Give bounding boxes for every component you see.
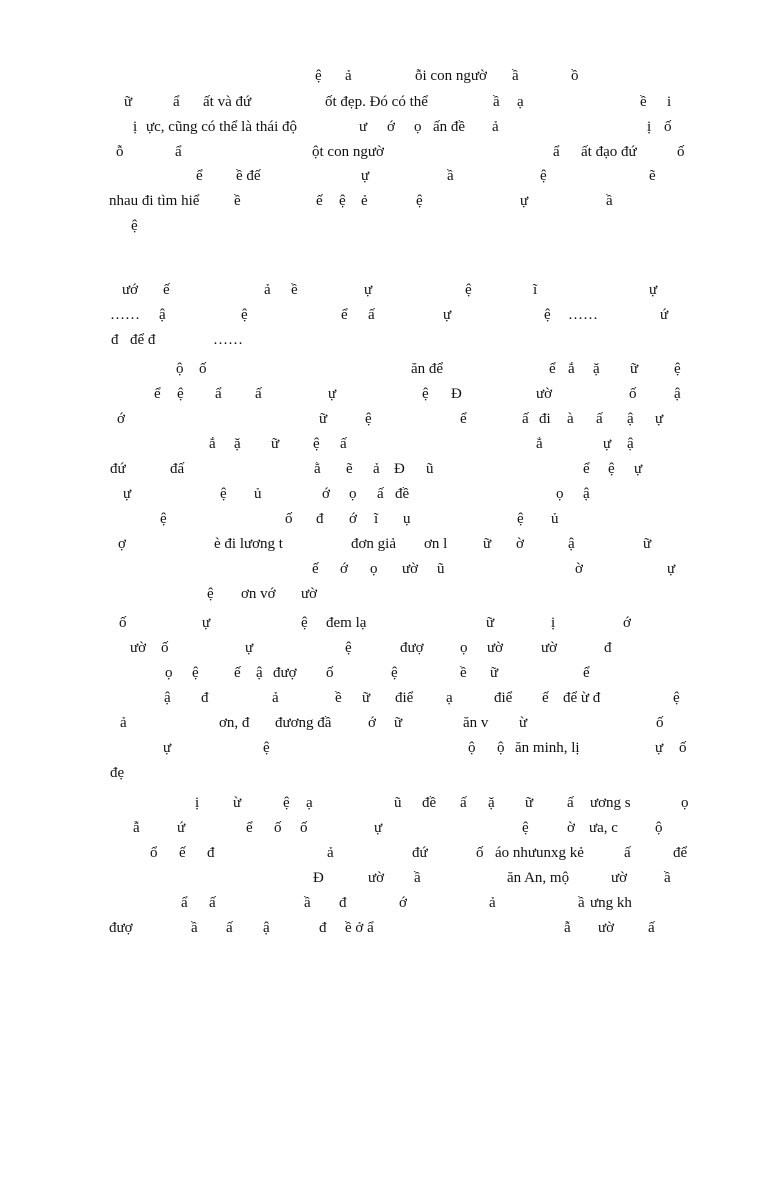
- text-fragment: ấ: [255, 386, 262, 402]
- text-fragment: ể: [583, 665, 590, 681]
- text-fragment: ế: [312, 561, 319, 577]
- text-line: [0, 761, 768, 785]
- text-fragment: ữ: [525, 795, 534, 811]
- text-fragment: ợ: [118, 536, 126, 552]
- text-fragment: đơn giả: [351, 536, 397, 552]
- text-fragment: ệ: [241, 307, 248, 323]
- text-fragment: ố: [300, 820, 308, 836]
- text-line: [0, 432, 768, 456]
- text-fragment: ệ: [517, 511, 524, 527]
- text-line: [0, 90, 768, 114]
- text-fragment: đ: [339, 895, 347, 911]
- text-fragment: ệ: [422, 386, 429, 402]
- text-fragment: ệ: [540, 168, 547, 184]
- text-line: [0, 686, 768, 710]
- text-fragment: đ: [111, 332, 119, 348]
- text-fragment: ờ: [567, 820, 575, 836]
- text-fragment: ề: [335, 690, 342, 706]
- text-fragment: ĩ: [374, 511, 379, 527]
- text-fragment: ặ: [234, 436, 241, 452]
- text-fragment: ự: [364, 282, 373, 298]
- text-fragment: ệ: [220, 486, 227, 502]
- text-fragment: ổ: [150, 845, 158, 861]
- text-fragment: đ: [207, 845, 215, 861]
- text-fragment: ăn v: [463, 715, 489, 731]
- text-fragment: ờ: [575, 561, 583, 577]
- text-fragment: ề ở ẩ: [345, 920, 374, 936]
- text-fragment: ố: [679, 740, 687, 756]
- text-fragment: ả: [327, 845, 334, 861]
- text-line: [0, 816, 768, 840]
- text-fragment: ĩ: [533, 282, 538, 298]
- text-fragment: ừ: [519, 715, 528, 731]
- text-fragment: ữ: [486, 615, 495, 631]
- text-fragment: ớ: [349, 511, 357, 527]
- text-fragment: ự: [649, 282, 658, 298]
- text-fragment: ẩ: [553, 144, 560, 160]
- text-fragment: ộ: [497, 740, 505, 756]
- text-fragment: ỗi con ngườ: [415, 68, 487, 84]
- text-fragment: ọ: [349, 486, 357, 502]
- text-fragment: ệ: [160, 511, 167, 527]
- text-fragment: ẽ: [649, 168, 656, 184]
- text-fragment: đẹ: [110, 765, 125, 781]
- text-fragment: ữ: [319, 411, 328, 427]
- text-fragment: ự: [361, 168, 370, 184]
- text-fragment: ậ: [627, 411, 634, 427]
- text-fragment: ữ: [124, 94, 133, 110]
- text-line: [0, 457, 768, 481]
- text-fragment: ố: [285, 511, 293, 527]
- text-fragment: ố: [119, 615, 127, 631]
- text-fragment: ị: [195, 795, 200, 811]
- text-fragment: ủ: [551, 511, 559, 527]
- text-fragment: ữ: [490, 665, 499, 681]
- text-fragment: nhau đi tìm hiể: [109, 193, 200, 209]
- text-fragment: ăn minh, lị: [515, 740, 580, 756]
- text-fragment: ậ: [159, 307, 166, 323]
- text-fragment: ẽ: [346, 461, 353, 477]
- text-fragment: ườ: [487, 640, 504, 656]
- text-line: [0, 866, 768, 890]
- text-fragment: ớ: [399, 895, 407, 911]
- text-fragment: ắ: [209, 436, 216, 452]
- text-fragment: ậ: [627, 436, 634, 452]
- text-fragment: ư: [359, 119, 368, 135]
- text-line: [0, 736, 768, 760]
- text-line: [0, 382, 768, 406]
- text-fragment: ự: [123, 486, 132, 502]
- text-fragment: ũ: [394, 795, 402, 811]
- text-fragment: Đ: [394, 461, 405, 477]
- text-fragment: ắ: [568, 361, 575, 377]
- text-fragment: ầ: [578, 895, 585, 911]
- text-fragment: ệ: [544, 307, 551, 323]
- text-fragment: ăn An, mộ: [507, 870, 570, 886]
- text-line: [0, 507, 768, 531]
- text-fragment: ườ: [611, 870, 628, 886]
- text-fragment: ố: [326, 665, 334, 681]
- text-fragment: ờ: [516, 536, 524, 552]
- text-fragment: ơn l: [424, 536, 448, 552]
- text-fragment: ấ: [209, 895, 216, 911]
- text-fragment: đề: [395, 486, 410, 502]
- text-line: [0, 164, 768, 188]
- text-fragment: ẳ: [536, 436, 543, 452]
- text-fragment: i: [667, 94, 672, 110]
- text-fragment: ớ: [340, 561, 348, 577]
- text-fragment: ặ: [488, 795, 495, 811]
- text-fragment: Đ: [313, 870, 324, 886]
- text-fragment: ế: [234, 665, 241, 681]
- text-fragment: ụ: [403, 511, 411, 527]
- text-fragment: ể: [341, 307, 348, 323]
- text-fragment: ồ: [571, 68, 579, 84]
- text-line: [0, 64, 768, 88]
- text-fragment: ọ: [414, 119, 422, 135]
- text-line: [0, 278, 768, 302]
- text-fragment: ữ: [643, 536, 652, 552]
- text-fragment: ệ: [192, 665, 199, 681]
- text-fragment: ớ: [117, 411, 125, 427]
- text-fragment: đứ: [110, 461, 126, 477]
- text-fragment: ệ: [207, 586, 214, 602]
- text-fragment: ……: [568, 307, 598, 323]
- text-fragment: đ: [201, 690, 209, 706]
- text-fragment: ơn vớ: [241, 586, 276, 602]
- text-fragment: ệ: [339, 193, 346, 209]
- text-fragment: đi: [539, 411, 551, 427]
- text-line: [0, 328, 768, 352]
- text-fragment: ọ: [370, 561, 378, 577]
- text-fragment: ẫ: [564, 920, 571, 936]
- text-fragment: ậ: [164, 690, 171, 706]
- text-fragment: ũ: [426, 461, 434, 477]
- text-fragment: đ: [604, 640, 612, 656]
- text-fragment: ……: [110, 307, 140, 323]
- text-fragment: đ: [319, 920, 327, 936]
- text-line: [0, 636, 768, 660]
- text-fragment: ệ: [301, 615, 308, 631]
- text-line: [0, 532, 768, 556]
- text-fragment: ớ: [322, 486, 330, 502]
- text-fragment: ế: [179, 845, 186, 861]
- text-fragment: ườ: [598, 920, 615, 936]
- text-fragment: ự: [202, 615, 211, 631]
- text-fragment: ậ: [263, 920, 270, 936]
- text-fragment: ấ: [596, 411, 603, 427]
- text-fragment: ố: [629, 386, 637, 402]
- text-fragment: ố: [664, 119, 672, 135]
- text-fragment: đấ: [170, 461, 185, 477]
- text-fragment: ườ: [536, 386, 553, 402]
- text-fragment: ậ: [568, 536, 575, 552]
- text-fragment: để ừ đ: [563, 690, 601, 706]
- text-fragment: đứ: [412, 845, 428, 861]
- text-fragment: ự: [163, 740, 172, 756]
- text-fragment: ự: [520, 193, 529, 209]
- text-fragment: ấ: [340, 436, 347, 452]
- text-fragment: ỗ: [116, 144, 124, 160]
- text-fragment: ẩ: [173, 94, 180, 110]
- text-fragment: ố: [656, 715, 664, 731]
- text-line: [0, 303, 768, 327]
- text-fragment: ấ: [624, 845, 631, 861]
- text-fragment: ề: [291, 282, 298, 298]
- text-fragment: ườ: [402, 561, 419, 577]
- text-fragment: đ: [316, 511, 324, 527]
- text-fragment: ả: [120, 715, 127, 731]
- text-fragment: ộ: [468, 740, 476, 756]
- text-fragment: ừ: [233, 795, 242, 811]
- text-fragment: ườ: [541, 640, 558, 656]
- text-fragment: ể: [460, 411, 467, 427]
- text-fragment: ườ: [130, 640, 147, 656]
- text-fragment: ệ: [313, 436, 320, 452]
- text-fragment: ầ: [606, 193, 613, 209]
- text-line: [0, 557, 768, 581]
- text-fragment: ố: [161, 640, 169, 656]
- text-fragment: ất và đứ: [203, 94, 252, 110]
- text-fragment: ệ: [522, 820, 529, 836]
- text-fragment: ệ: [263, 740, 270, 756]
- text-fragment: ệ: [283, 795, 290, 811]
- text-fragment: ố: [677, 144, 685, 160]
- text-fragment: ầ: [191, 920, 198, 936]
- text-fragment: ố: [274, 820, 282, 836]
- text-fragment: ọ: [556, 486, 564, 502]
- text-fragment: ể: [196, 168, 203, 184]
- text-fragment: ệ: [131, 218, 138, 234]
- text-fragment: ệ: [365, 411, 372, 427]
- text-fragment: ữ: [394, 715, 403, 731]
- text-fragment: ậ: [674, 386, 681, 402]
- text-fragment: đem lạ: [326, 615, 367, 631]
- text-fragment: ậ: [256, 665, 263, 681]
- text-fragment: ườ: [301, 586, 318, 602]
- text-fragment: ấ: [368, 307, 375, 323]
- text-fragment: ự: [634, 461, 643, 477]
- text-fragment: ọ: [460, 640, 468, 656]
- text-fragment: đượ: [109, 920, 133, 936]
- text-fragment: ệ: [673, 690, 680, 706]
- text-line: [0, 916, 768, 940]
- text-line: [0, 791, 768, 815]
- text-fragment: ẩ: [215, 386, 222, 402]
- text-fragment: ầ: [414, 870, 421, 886]
- text-fragment: ấn đề: [433, 119, 466, 135]
- text-fragment: ữ: [630, 361, 639, 377]
- text-fragment: ố: [199, 361, 207, 377]
- text-fragment: đương đầ: [275, 715, 332, 731]
- text-fragment: ả: [489, 895, 496, 911]
- text-fragment: ạ: [446, 690, 453, 706]
- text-fragment: ể: [246, 820, 253, 836]
- text-fragment: ằ: [314, 461, 321, 477]
- text-fragment: ữ: [483, 536, 492, 552]
- text-line: [0, 357, 768, 381]
- text-fragment: ữ: [271, 436, 280, 452]
- text-fragment: ầ: [493, 94, 500, 110]
- text-fragment: ề đế: [236, 168, 261, 184]
- text-fragment: ệ: [391, 665, 398, 681]
- text-fragment: để đ: [130, 332, 156, 348]
- text-fragment: ũ: [437, 561, 445, 577]
- text-fragment: ữ: [362, 690, 371, 706]
- text-line: [0, 841, 768, 865]
- text-fragment: ấ: [648, 920, 655, 936]
- text-fragment: ự: [245, 640, 254, 656]
- text-fragment: ộ: [655, 820, 663, 836]
- text-fragment: ọ: [165, 665, 173, 681]
- text-fragment: ớ: [368, 715, 376, 731]
- text-fragment: ự: [328, 386, 337, 402]
- text-line: [0, 711, 768, 735]
- text-fragment: ế: [542, 690, 549, 706]
- text-fragment: ề: [234, 193, 241, 209]
- text-fragment: ẻ: [361, 193, 368, 209]
- text-fragment: ệ: [416, 193, 423, 209]
- text-fragment: ầ: [512, 68, 519, 84]
- text-fragment: ọ: [681, 795, 689, 811]
- text-line: [0, 140, 768, 164]
- text-line: [0, 214, 768, 238]
- text-fragment: è đi lương t: [214, 536, 283, 552]
- text-fragment: ệ: [177, 386, 184, 402]
- text-fragment: ạ: [306, 795, 313, 811]
- text-fragment: ả: [373, 461, 380, 477]
- text-fragment: đượ: [273, 665, 297, 681]
- text-fragment: đượ: [400, 640, 424, 656]
- text-fragment: à: [567, 411, 574, 427]
- text-fragment: ướ: [122, 282, 139, 298]
- text-fragment: ưa, c: [589, 820, 618, 836]
- text-fragment: ả: [492, 119, 499, 135]
- text-fragment: đề: [422, 795, 437, 811]
- text-fragment: ệ: [345, 640, 352, 656]
- text-fragment: ẩ: [175, 144, 182, 160]
- text-fragment: ộ: [176, 361, 184, 377]
- text-fragment: ố: [476, 845, 484, 861]
- text-fragment: ệ: [608, 461, 615, 477]
- text-fragment: ị: [647, 119, 652, 135]
- text-line: [0, 611, 768, 635]
- text-fragment: ớ: [387, 119, 395, 135]
- text-fragment: ưng kh: [590, 895, 632, 911]
- text-fragment: ề: [460, 665, 467, 681]
- text-fragment: ứ: [177, 820, 186, 836]
- text-fragment: ặ: [593, 361, 600, 377]
- text-fragment: điể: [494, 690, 513, 706]
- text-fragment: ốt đẹp. Đó có thể: [325, 94, 428, 110]
- text-fragment: ể: [154, 386, 161, 402]
- text-fragment: ả: [345, 68, 352, 84]
- text-fragment: ế: [316, 193, 323, 209]
- text-fragment: ủ: [254, 486, 262, 502]
- text-fragment: ầ: [447, 168, 454, 184]
- text-fragment: ứ: [660, 307, 669, 323]
- text-line: [0, 115, 768, 139]
- text-fragment: ự: [603, 436, 612, 452]
- text-fragment: ầ: [304, 895, 311, 911]
- text-fragment: ất đạo đứ: [581, 144, 637, 160]
- text-fragment: ể: [583, 461, 590, 477]
- text-fragment: ăn để: [411, 361, 444, 377]
- text-fragment: ương s: [590, 795, 631, 811]
- text-line: [0, 482, 768, 506]
- text-fragment: Đ: [451, 386, 462, 402]
- text-fragment: ị: [551, 615, 556, 631]
- text-fragment: ậ: [583, 486, 590, 502]
- text-fragment: ả: [264, 282, 271, 298]
- text-fragment: áo nhưunxg kẻ: [495, 845, 584, 861]
- text-fragment: ệ: [315, 68, 322, 84]
- text-fragment: ệ: [465, 282, 472, 298]
- text-line: [0, 189, 768, 213]
- text-line: [0, 661, 768, 685]
- text-fragment: ơn, đ: [219, 715, 250, 731]
- text-fragment: ấ: [567, 795, 574, 811]
- text-fragment: ấ: [377, 486, 384, 502]
- text-fragment: ế: [163, 282, 170, 298]
- text-fragment: để: [673, 845, 688, 861]
- text-fragment: ệ: [674, 361, 681, 377]
- text-fragment: ẩ: [181, 895, 188, 911]
- text-fragment: ấ: [226, 920, 233, 936]
- text-fragment: ẫ: [133, 820, 140, 836]
- text-fragment: điể: [395, 690, 414, 706]
- text-fragment: ự: [443, 307, 452, 323]
- text-fragment: ực, cũng có thể là thái độ: [146, 119, 297, 135]
- text-fragment: ột con ngườ: [312, 144, 384, 160]
- text-fragment: ấ: [522, 411, 529, 427]
- text-fragment: ề: [640, 94, 647, 110]
- text-fragment: ấ: [460, 795, 467, 811]
- text-line: [0, 582, 768, 606]
- text-line: [0, 891, 768, 915]
- text-line: [0, 407, 768, 431]
- text-fragment: ự: [667, 561, 676, 577]
- text-fragment: ể: [549, 361, 556, 377]
- text-fragment: ạ: [517, 94, 524, 110]
- text-fragment: ả: [272, 690, 279, 706]
- text-fragment: ự: [655, 740, 664, 756]
- text-fragment: ……: [213, 332, 243, 348]
- text-fragment: ự: [655, 411, 664, 427]
- text-fragment: ị: [133, 119, 138, 135]
- text-fragment: ườ: [368, 870, 385, 886]
- text-fragment: ự: [374, 820, 383, 836]
- text-fragment: ầ: [664, 870, 671, 886]
- text-fragment: ớ: [623, 615, 631, 631]
